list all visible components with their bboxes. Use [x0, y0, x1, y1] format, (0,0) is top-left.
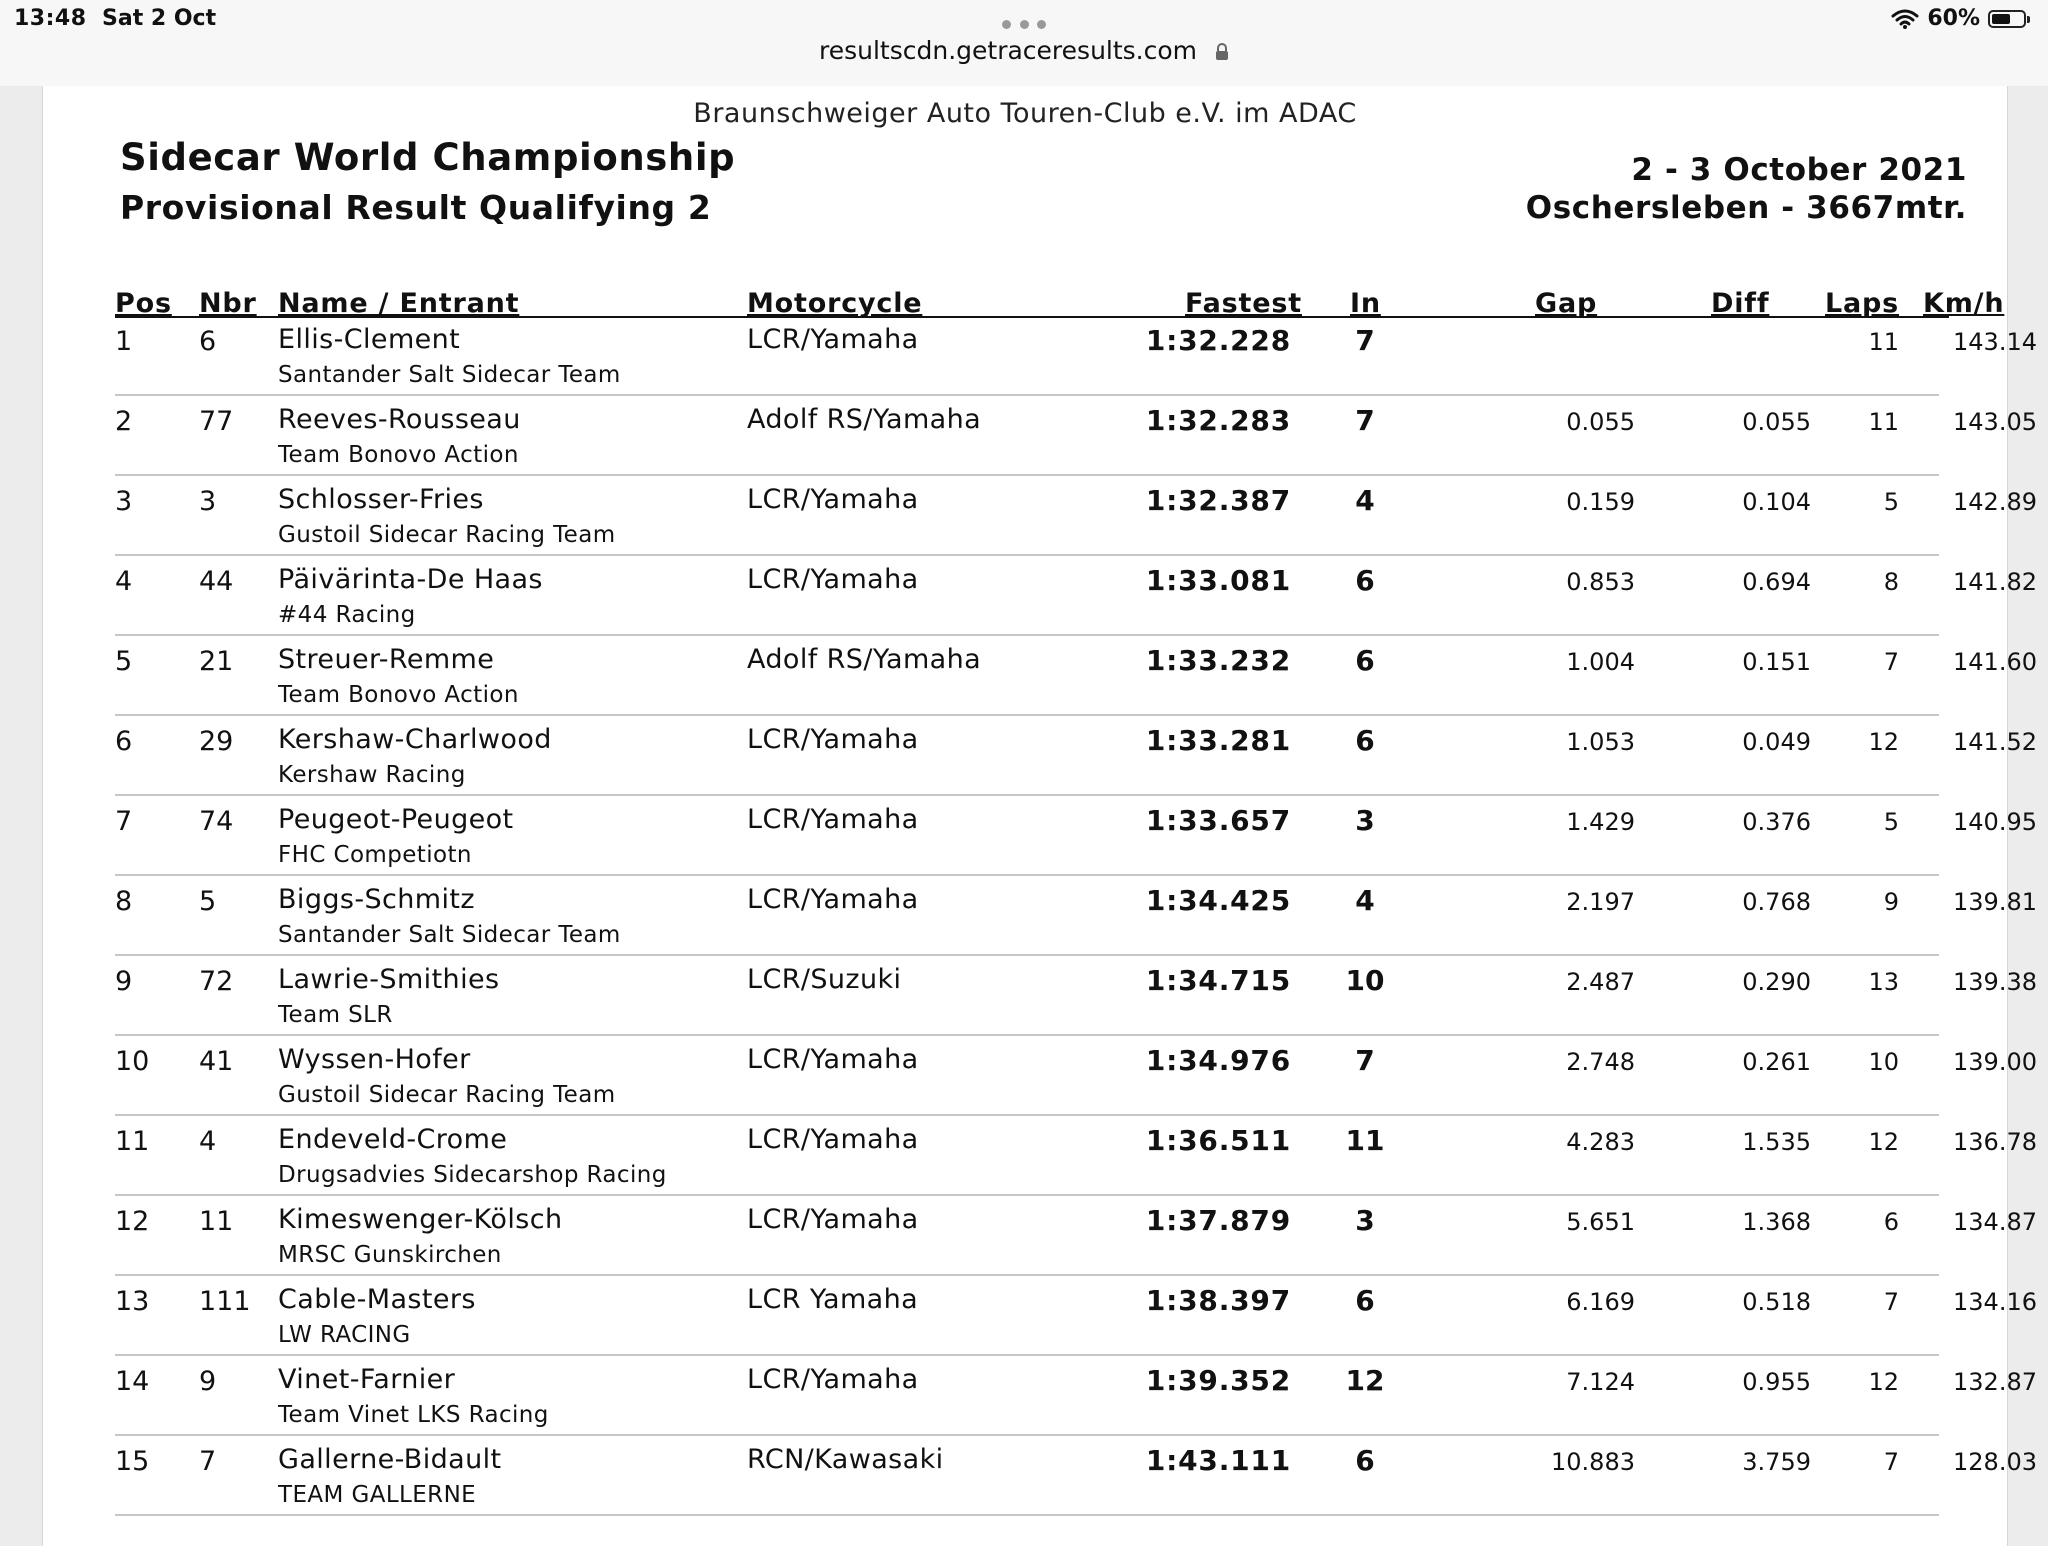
row-fastest: 1:33.281 — [1145, 724, 1291, 757]
header-in: In — [1350, 288, 1381, 319]
row-gap: 7.124 — [1566, 1368, 1635, 1396]
status-indicators — [1891, 6, 2026, 31]
row-motorcycle: LCR/Yamaha — [747, 564, 919, 595]
row-number: 7 — [199, 1446, 217, 1477]
row-team: Drugsadvies Sidecarshop Racing — [278, 1162, 667, 1188]
row-kmh: 128.03 — [1953, 1448, 2037, 1476]
row-laps: 5 — [1883, 808, 1899, 836]
row-name: Biggs-Schmitz — [278, 884, 475, 915]
table-row — [115, 556, 2037, 636]
row-motorcycle: LCR/Yamaha — [747, 1044, 919, 1075]
row-laps: 6 — [1883, 1208, 1899, 1236]
row-team: Team Vinet LKS Racing — [278, 1402, 549, 1428]
organizer: Braunschweiger Auto Touren-Club e.V. im ADAC — [693, 98, 1357, 129]
row-name: Ellis-Clement — [278, 324, 461, 355]
row-gap: 0.853 — [1566, 568, 1635, 596]
row-motorcycle: LCR/Yamaha — [747, 724, 919, 755]
row-motorcycle: Adolf RS/Yamaha — [747, 404, 982, 435]
row-motorcycle: LCR/Yamaha — [747, 1364, 919, 1395]
event-date: 2 - 3 October 2021 — [1631, 152, 1967, 188]
row-kmh: 141.60 — [1953, 648, 2037, 676]
row-pos: 2 — [115, 406, 133, 437]
row-team: LW RACING — [278, 1322, 411, 1348]
row-team: Team Bonovo Action — [278, 442, 519, 468]
row-diff: 0.055 — [1742, 408, 1811, 436]
row-kmh: 141.52 — [1953, 728, 2037, 756]
row-fastest: 1:36.511 — [1145, 1124, 1291, 1157]
row-kmh: 139.00 — [1953, 1048, 2037, 1076]
row-in-lap: 6 — [1355, 724, 1375, 757]
row-kmh: 143.14 — [1953, 328, 2037, 356]
row-team: Team Bonovo Action — [278, 682, 519, 708]
row-team: TEAM GALLERNE — [278, 1482, 477, 1508]
row-in-lap: 4 — [1355, 884, 1375, 917]
row-fastest: 1:43.111 — [1145, 1444, 1291, 1477]
table-row — [115, 876, 2037, 956]
row-diff: 0.261 — [1742, 1048, 1811, 1076]
row-gap: 10.883 — [1551, 1448, 1635, 1476]
row-number: 41 — [199, 1046, 234, 1077]
results-document — [42, 86, 2037, 1546]
row-kmh: 136.78 — [1953, 1128, 2037, 1156]
more-dots-icon[interactable] — [1002, 20, 1046, 30]
address-bar[interactable] — [0, 36, 2048, 65]
table-row — [115, 396, 2037, 476]
row-pos: 3 — [115, 486, 133, 517]
row-laps: 7 — [1883, 1448, 1899, 1476]
table-row — [115, 1116, 2037, 1196]
row-gap: 6.169 — [1566, 1288, 1635, 1316]
row-kmh: 134.16 — [1953, 1288, 2037, 1316]
row-laps: 7 — [1883, 648, 1899, 676]
row-gap: 2.487 — [1566, 968, 1635, 996]
row-pos: 15 — [115, 1446, 150, 1477]
row-name: Päivärinta-De Haas — [278, 564, 543, 595]
row-pos: 6 — [115, 726, 133, 757]
row-diff: 0.049 — [1742, 728, 1811, 756]
row-laps: 12 — [1868, 728, 1899, 756]
header-laps: Laps — [1825, 288, 1900, 319]
table-row — [115, 716, 2037, 796]
row-name: Lawrie-Smithies — [278, 964, 500, 995]
row-fastest: 1:33.657 — [1145, 804, 1291, 837]
row-name: Vinet-Farnier — [278, 1364, 456, 1395]
row-kmh: 134.87 — [1953, 1208, 2037, 1236]
row-laps: 7 — [1883, 1288, 1899, 1316]
row-name: Kimeswenger-Kölsch — [278, 1204, 563, 1235]
row-number: 5 — [199, 886, 217, 917]
row-team: FHC Competiotn — [278, 842, 472, 868]
row-diff: 0.768 — [1742, 888, 1811, 916]
row-motorcycle: LCR/Suzuki — [747, 964, 902, 995]
battery-fill — [1992, 14, 2010, 24]
row-team: #44 Racing — [278, 602, 416, 628]
row-name: Cable-Masters — [278, 1284, 476, 1315]
row-motorcycle: LCR/Yamaha — [747, 1124, 919, 1155]
row-laps: 5 — [1883, 488, 1899, 516]
row-pos: 13 — [115, 1286, 150, 1317]
row-fastest: 1:32.228 — [1145, 324, 1291, 357]
row-name: Schlosser-Fries — [278, 484, 484, 515]
table-row — [115, 796, 2037, 876]
row-gap: 4.283 — [1566, 1128, 1635, 1156]
row-in-lap: 10 — [1345, 964, 1385, 997]
table-row — [115, 1036, 2037, 1116]
row-number: 3 — [199, 486, 217, 517]
row-team: Kershaw Racing — [278, 762, 466, 788]
row-fastest: 1:32.283 — [1145, 404, 1291, 437]
row-number: 21 — [199, 646, 234, 677]
header-fastest: Fastest — [1185, 288, 1302, 319]
row-in-lap: 6 — [1355, 644, 1375, 677]
row-fastest: 1:38.397 — [1145, 1284, 1291, 1317]
row-name: Gallerne-Bidault — [278, 1444, 502, 1475]
row-number: 77 — [199, 406, 234, 437]
row-pos: 10 — [115, 1046, 150, 1077]
row-kmh: 142.89 — [1953, 488, 2037, 516]
status-time: 13:48 — [14, 6, 87, 31]
wifi-icon — [1891, 9, 1919, 29]
table-row — [115, 1356, 2037, 1436]
row-laps: 8 — [1883, 568, 1899, 596]
row-fastest: 1:33.232 — [1145, 644, 1291, 677]
row-team: Santander Salt Sidecar Team — [278, 362, 621, 388]
row-pos: 14 — [115, 1366, 150, 1397]
row-in-lap: 3 — [1355, 804, 1375, 837]
row-team: Gustoil Sidecar Racing Team — [278, 1082, 616, 1108]
row-gap: 2.748 — [1566, 1048, 1635, 1076]
row-team: Team SLR — [278, 1002, 393, 1028]
row-laps: 13 — [1868, 968, 1899, 996]
row-in-lap: 4 — [1355, 484, 1375, 517]
row-name: Reeves-Rousseau — [278, 404, 521, 435]
row-diff: 0.151 — [1742, 648, 1811, 676]
row-number: 72 — [199, 966, 234, 997]
row-kmh: 139.81 — [1953, 888, 2037, 916]
row-pos: 1 — [115, 326, 133, 357]
row-motorcycle: LCR/Yamaha — [747, 484, 919, 515]
event-venue: Oschersleben - 3667mtr. — [1525, 190, 1967, 226]
row-fastest: 1:32.387 — [1145, 484, 1291, 517]
row-motorcycle: LCR/Yamaha — [747, 884, 919, 915]
row-laps: 12 — [1868, 1128, 1899, 1156]
row-motorcycle: LCR/Yamaha — [747, 804, 919, 835]
row-in-lap: 12 — [1345, 1364, 1385, 1397]
row-motorcycle: RCN/Kawasaki — [747, 1444, 944, 1475]
battery-icon — [1988, 10, 2026, 28]
row-pos: 8 — [115, 886, 133, 917]
row-pos: 4 — [115, 566, 133, 597]
row-gap: 0.159 — [1566, 488, 1635, 516]
row-gap: 2.197 — [1566, 888, 1635, 916]
row-motorcycle: LCR Yamaha — [747, 1284, 919, 1315]
row-in-lap: 6 — [1355, 564, 1375, 597]
header-kmh: Km/h — [1923, 288, 2005, 319]
row-name: Wyssen-Hofer — [278, 1044, 471, 1075]
results-table — [115, 316, 2037, 1516]
row-in-lap: 6 — [1355, 1284, 1375, 1317]
row-diff: 0.518 — [1742, 1288, 1811, 1316]
row-gap: 1.004 — [1566, 648, 1635, 676]
row-pos: 12 — [115, 1206, 150, 1237]
row-pos: 5 — [115, 646, 133, 677]
row-gap: 0.055 — [1566, 408, 1635, 436]
row-number: 11 — [199, 1206, 234, 1237]
row-in-lap: 7 — [1355, 1044, 1375, 1077]
table-row — [115, 316, 2037, 396]
row-in-lap: 11 — [1345, 1124, 1385, 1157]
row-gap: 5.651 — [1566, 1208, 1635, 1236]
row-fastest: 1:39.352 — [1145, 1364, 1291, 1397]
header-pos: Pos — [115, 288, 172, 319]
page-title: Sidecar World Championship — [120, 136, 736, 179]
row-diff: 1.368 — [1742, 1208, 1811, 1236]
header-gap: Gap — [1535, 288, 1598, 319]
row-motorcycle: LCR/Yamaha — [747, 324, 919, 355]
row-diff: 3.759 — [1742, 1448, 1811, 1476]
row-laps: 9 — [1883, 888, 1899, 916]
row-motorcycle: Adolf RS/Yamaha — [747, 644, 982, 675]
row-fastest: 1:34.976 — [1145, 1044, 1291, 1077]
row-number: 9 — [199, 1366, 217, 1397]
row-gap: 1.429 — [1566, 808, 1635, 836]
lock-icon — [1215, 43, 1229, 61]
row-diff: 0.290 — [1742, 968, 1811, 996]
table-header — [115, 286, 2005, 319]
row-diff: 0.955 — [1742, 1368, 1811, 1396]
row-diff: 1.535 — [1742, 1128, 1811, 1156]
row-name: Kershaw-Charlwood — [278, 724, 552, 755]
row-kmh: 139.38 — [1953, 968, 2037, 996]
row-fastest: 1:37.879 — [1145, 1204, 1291, 1237]
row-name: Peugeot-Peugeot — [278, 804, 514, 835]
row-team: Gustoil Sidecar Racing Team — [278, 522, 616, 548]
row-laps: 11 — [1868, 328, 1899, 356]
row-diff: 0.376 — [1742, 808, 1811, 836]
header-diff: Diff — [1711, 288, 1770, 319]
row-team: Santander Salt Sidecar Team — [278, 922, 621, 948]
row-fastest: 1:34.425 — [1145, 884, 1291, 917]
row-pos: 9 — [115, 966, 133, 997]
row-name: Endeveld-Crome — [278, 1124, 508, 1155]
row-in-lap: 6 — [1355, 1444, 1375, 1477]
row-in-lap: 7 — [1355, 324, 1375, 357]
header-nbr: Nbr — [199, 288, 257, 319]
row-number: 74 — [199, 806, 234, 837]
row-number: 111 — [199, 1286, 251, 1317]
row-laps: 10 — [1868, 1048, 1899, 1076]
row-kmh: 140.95 — [1953, 808, 2037, 836]
row-team: MRSC Gunskirchen — [278, 1242, 502, 1268]
battery-percent: 60% — [1927, 6, 1980, 31]
row-kmh: 141.82 — [1953, 568, 2037, 596]
row-number: 6 — [199, 326, 217, 357]
url-text: resultscdn.getraceresults.com — [819, 36, 1198, 65]
table-row — [115, 1276, 2037, 1356]
row-diff: 0.694 — [1742, 568, 1811, 596]
page-subtitle: Provisional Result Qualifying 2 — [120, 188, 712, 227]
row-laps: 12 — [1868, 1368, 1899, 1396]
row-number: 44 — [199, 566, 234, 597]
table-row — [115, 1196, 2037, 1276]
row-gap: 1.053 — [1566, 728, 1635, 756]
table-row — [115, 1436, 2037, 1516]
row-number: 29 — [199, 726, 234, 757]
row-fastest: 1:34.715 — [1145, 964, 1291, 997]
row-laps: 11 — [1868, 408, 1899, 436]
row-motorcycle: LCR/Yamaha — [747, 1204, 919, 1235]
header-name: Name / Entrant — [278, 288, 520, 319]
row-number: 4 — [199, 1126, 217, 1157]
row-name: Streuer-Remme — [278, 644, 495, 675]
row-diff: 0.104 — [1742, 488, 1811, 516]
row-kmh: 132.87 — [1953, 1368, 2037, 1396]
row-in-lap: 7 — [1355, 404, 1375, 437]
row-fastest: 1:33.081 — [1145, 564, 1291, 597]
table-row — [115, 956, 2037, 1036]
row-pos: 11 — [115, 1126, 150, 1157]
status-date: Sat 2 Oct — [102, 6, 217, 31]
row-in-lap: 3 — [1355, 1204, 1375, 1237]
row-pos: 7 — [115, 806, 133, 837]
table-row — [115, 636, 2037, 716]
table-row — [115, 476, 2037, 556]
header-motorcycle: Motorcycle — [747, 288, 923, 319]
browser-chrome — [0, 0, 2048, 86]
row-kmh: 143.05 — [1953, 408, 2037, 436]
